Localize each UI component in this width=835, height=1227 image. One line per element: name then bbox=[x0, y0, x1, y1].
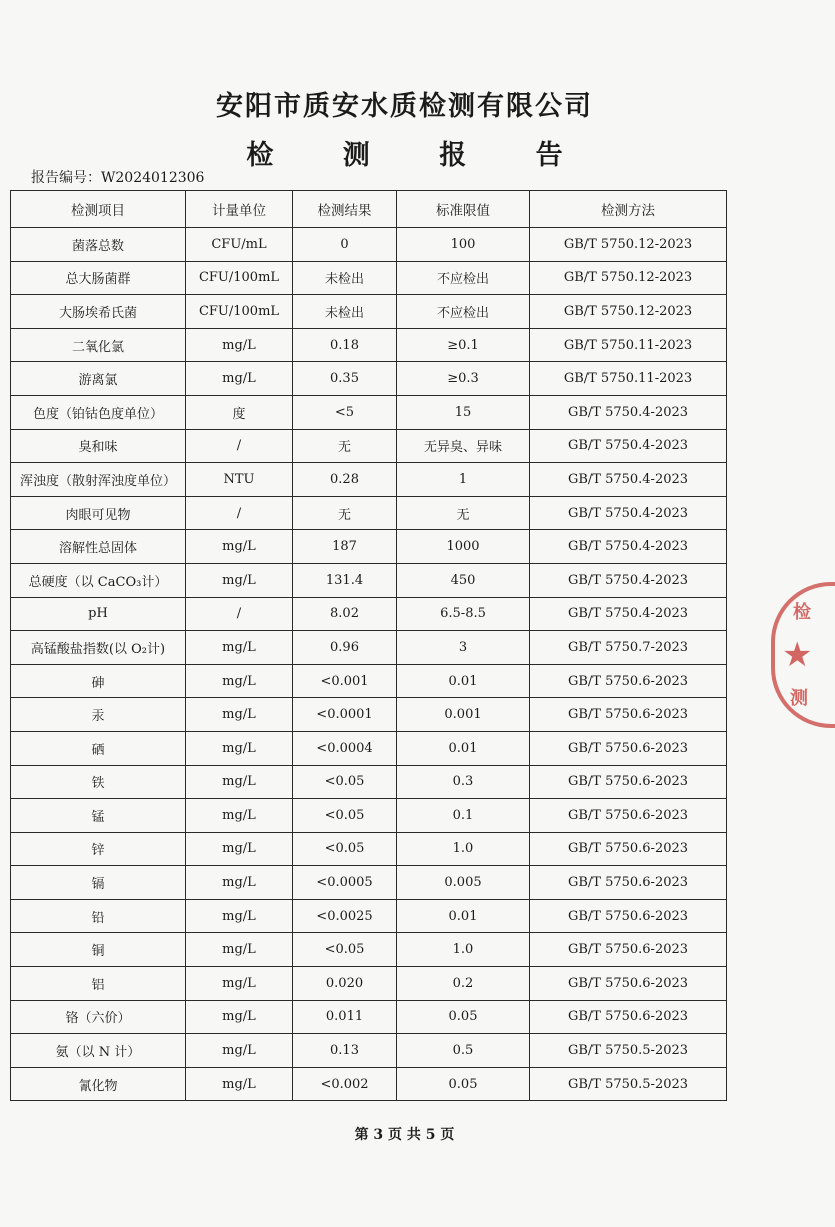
column-header-method: 检测方法 bbox=[530, 191, 727, 228]
cell-unit: mg/L bbox=[186, 765, 293, 799]
table-row bbox=[11, 731, 727, 765]
results-table bbox=[10, 190, 727, 1101]
cell-limit: 1 bbox=[397, 463, 530, 497]
cell-unit: mg/L bbox=[186, 1000, 293, 1034]
cell-result: 未检出 bbox=[293, 261, 397, 295]
cell-unit: mg/L bbox=[186, 328, 293, 362]
cell-unit: / bbox=[186, 496, 293, 530]
table-row bbox=[11, 832, 727, 866]
cell-item: 硒 bbox=[11, 731, 186, 765]
cell-method: GB/T 5750.6-2023 bbox=[530, 765, 727, 799]
table-row bbox=[11, 563, 727, 597]
cell-limit: 15 bbox=[397, 395, 530, 429]
cell-limit: 6.5-8.5 bbox=[397, 597, 530, 631]
cell-method: GB/T 5750.6-2023 bbox=[530, 933, 727, 967]
table-row bbox=[11, 765, 727, 799]
cell-result: <5 bbox=[293, 395, 397, 429]
cell-item: 镉 bbox=[11, 866, 186, 900]
cell-unit: mg/L bbox=[186, 362, 293, 396]
table-row bbox=[11, 967, 727, 1001]
cell-item: 浑浊度（散射浑浊度单位） bbox=[11, 463, 186, 497]
cell-method: GB/T 5750.12-2023 bbox=[530, 295, 727, 329]
cell-limit: 0.01 bbox=[397, 899, 530, 933]
cell-limit: 无异臭、异味 bbox=[397, 429, 530, 463]
cell-unit: / bbox=[186, 429, 293, 463]
cell-limit: 1000 bbox=[397, 530, 530, 564]
cell-result: <0.0004 bbox=[293, 731, 397, 765]
cell-method: GB/T 5750.4-2023 bbox=[530, 530, 727, 564]
cell-item: 总大肠菌群 bbox=[11, 261, 186, 295]
cell-item: 溶解性总固体 bbox=[11, 530, 186, 564]
cell-method: GB/T 5750.6-2023 bbox=[530, 866, 727, 900]
cell-result: 187 bbox=[293, 530, 397, 564]
cell-item: 锰 bbox=[11, 799, 186, 833]
cell-method: GB/T 5750.6-2023 bbox=[530, 899, 727, 933]
cell-unit: mg/L bbox=[186, 832, 293, 866]
cell-unit: mg/L bbox=[186, 631, 293, 665]
cell-limit: 0.3 bbox=[397, 765, 530, 799]
cell-method: GB/T 5750.12-2023 bbox=[530, 228, 727, 262]
table-row bbox=[11, 395, 727, 429]
table-row bbox=[11, 463, 727, 497]
cell-item: 大肠埃希氏菌 bbox=[11, 295, 186, 329]
cell-result: 无 bbox=[293, 429, 397, 463]
cell-item: 菌落总数 bbox=[11, 228, 186, 262]
cell-limit: 0.2 bbox=[397, 967, 530, 1001]
cell-result: 0 bbox=[293, 228, 397, 262]
cell-method: GB/T 5750.6-2023 bbox=[530, 664, 727, 698]
cell-limit: 1.0 bbox=[397, 832, 530, 866]
cell-result: <0.0005 bbox=[293, 866, 397, 900]
seal-text-bottom: 测 bbox=[790, 688, 808, 709]
cell-result: <0.05 bbox=[293, 799, 397, 833]
table-row bbox=[11, 429, 727, 463]
cell-item: 肉眼可见物 bbox=[11, 496, 186, 530]
cell-unit: mg/L bbox=[186, 799, 293, 833]
cell-limit: 无 bbox=[397, 496, 530, 530]
cell-result: 0.28 bbox=[293, 463, 397, 497]
cell-unit: mg/L bbox=[186, 530, 293, 564]
cell-method: GB/T 5750.4-2023 bbox=[530, 395, 727, 429]
cell-limit: ≥0.1 bbox=[397, 328, 530, 362]
cell-item: 氨（以 N 计） bbox=[11, 1034, 186, 1068]
cell-unit: mg/L bbox=[186, 967, 293, 1001]
cell-result: 0.35 bbox=[293, 362, 397, 396]
table-body bbox=[11, 228, 727, 1101]
cell-item: 氰化物 bbox=[11, 1067, 186, 1101]
cell-method: GB/T 5750.6-2023 bbox=[530, 731, 727, 765]
cell-method: GB/T 5750.12-2023 bbox=[530, 261, 727, 295]
cell-method: GB/T 5750.11-2023 bbox=[530, 328, 727, 362]
cell-method: GB/T 5750.7-2023 bbox=[530, 631, 727, 665]
cell-method: GB/T 5750.5-2023 bbox=[530, 1067, 727, 1101]
cell-item: 铅 bbox=[11, 899, 186, 933]
cell-method: GB/T 5750.6-2023 bbox=[530, 799, 727, 833]
cell-result: 8.02 bbox=[293, 597, 397, 631]
cell-limit: 0.01 bbox=[397, 731, 530, 765]
cell-limit: 0.001 bbox=[397, 698, 530, 732]
cell-unit: mg/L bbox=[186, 664, 293, 698]
cell-limit: 不应检出 bbox=[397, 261, 530, 295]
cell-unit: mg/L bbox=[186, 933, 293, 967]
cell-method: GB/T 5750.11-2023 bbox=[530, 362, 727, 396]
table-row bbox=[11, 698, 727, 732]
table-row bbox=[11, 496, 727, 530]
cell-method: GB/T 5750.4-2023 bbox=[530, 429, 727, 463]
cell-result: <0.002 bbox=[293, 1067, 397, 1101]
cell-result: <0.05 bbox=[293, 832, 397, 866]
cell-result: 0.18 bbox=[293, 328, 397, 362]
table-row bbox=[11, 1000, 727, 1034]
cell-result: 无 bbox=[293, 496, 397, 530]
table-row bbox=[11, 228, 727, 262]
cell-result: <0.001 bbox=[293, 664, 397, 698]
cell-item: 铁 bbox=[11, 765, 186, 799]
cell-result: <0.0001 bbox=[293, 698, 397, 732]
cell-item: 锌 bbox=[11, 832, 186, 866]
cell-item: 总硬度（以 CaCO₃计） bbox=[11, 563, 186, 597]
cell-unit: mg/L bbox=[186, 899, 293, 933]
column-header-limit: 标准限值 bbox=[397, 191, 530, 228]
column-header-item: 检测项目 bbox=[11, 191, 186, 228]
cell-method: GB/T 5750.4-2023 bbox=[530, 496, 727, 530]
cell-item: 铝 bbox=[11, 967, 186, 1001]
cell-item: 砷 bbox=[11, 664, 186, 698]
table-row bbox=[11, 295, 727, 329]
cell-item: pH bbox=[11, 597, 186, 631]
cell-result: <0.05 bbox=[293, 933, 397, 967]
cell-limit: 不应检出 bbox=[397, 295, 530, 329]
cell-unit: 度 bbox=[186, 395, 293, 429]
cell-method: GB/T 5750.6-2023 bbox=[530, 698, 727, 732]
report-title: 检 测 报 告 bbox=[246, 140, 593, 171]
cell-unit: CFU/100mL bbox=[186, 261, 293, 295]
cell-unit: mg/L bbox=[186, 731, 293, 765]
column-header-result: 检测结果 bbox=[293, 191, 397, 228]
cell-unit: mg/L bbox=[186, 698, 293, 732]
table-row bbox=[11, 631, 727, 665]
seal-star-icon: ★ bbox=[782, 635, 813, 675]
cell-unit: mg/L bbox=[186, 866, 293, 900]
cell-item: 铜 bbox=[11, 933, 186, 967]
table-row bbox=[11, 261, 727, 295]
table-row bbox=[11, 328, 727, 362]
cell-unit: / bbox=[186, 597, 293, 631]
cell-item: 汞 bbox=[11, 698, 186, 732]
cell-item: 高锰酸盐指数(以 O₂计) bbox=[11, 631, 186, 665]
table-row bbox=[11, 866, 727, 900]
cell-limit: 3 bbox=[397, 631, 530, 665]
cell-limit: 0.005 bbox=[397, 866, 530, 900]
cell-limit: 0.05 bbox=[397, 1067, 530, 1101]
cell-limit: 0.5 bbox=[397, 1034, 530, 1068]
cell-method: GB/T 5750.4-2023 bbox=[530, 463, 727, 497]
table-row bbox=[11, 899, 727, 933]
cell-item: 色度（铂钴色度单位） bbox=[11, 395, 186, 429]
table-row bbox=[11, 933, 727, 967]
cell-unit: mg/L bbox=[186, 1067, 293, 1101]
cell-limit: 0.05 bbox=[397, 1000, 530, 1034]
cell-method: GB/T 5750.6-2023 bbox=[530, 967, 727, 1001]
cell-item: 臭和味 bbox=[11, 429, 186, 463]
company-name: 安阳市质安水质检测有限公司 bbox=[216, 91, 593, 122]
cell-result: 131.4 bbox=[293, 563, 397, 597]
cell-result: <0.05 bbox=[293, 765, 397, 799]
cell-unit: NTU bbox=[186, 463, 293, 497]
table-header-row bbox=[11, 191, 727, 228]
cell-unit: mg/L bbox=[186, 1034, 293, 1068]
table-row bbox=[11, 799, 727, 833]
cell-limit: 1.0 bbox=[397, 933, 530, 967]
cell-item: 二氧化氯 bbox=[11, 328, 186, 362]
cell-method: GB/T 5750.4-2023 bbox=[530, 597, 727, 631]
cell-limit: 0.01 bbox=[397, 664, 530, 698]
cell-result: 未检出 bbox=[293, 295, 397, 329]
cell-unit: mg/L bbox=[186, 563, 293, 597]
page-footer: 第 3 页 共 5 页 bbox=[354, 1127, 455, 1143]
table-row bbox=[11, 597, 727, 631]
cell-method: GB/T 5750.4-2023 bbox=[530, 563, 727, 597]
cell-item: 铬（六价） bbox=[11, 1000, 186, 1034]
cell-result: 0.020 bbox=[293, 967, 397, 1001]
table-row bbox=[11, 362, 727, 396]
report-number: 报告编号：W2024012306 bbox=[31, 170, 205, 186]
column-header-unit: 计量单位 bbox=[186, 191, 293, 228]
cell-method: GB/T 5750.5-2023 bbox=[530, 1034, 727, 1068]
seal-text-top: 检 bbox=[793, 602, 811, 623]
cell-result: 0.011 bbox=[293, 1000, 397, 1034]
cell-method: GB/T 5750.6-2023 bbox=[530, 1000, 727, 1034]
table-row bbox=[11, 1067, 727, 1101]
table-row bbox=[11, 530, 727, 564]
cell-unit: CFU/100mL bbox=[186, 295, 293, 329]
table-row bbox=[11, 664, 727, 698]
cell-result: 0.96 bbox=[293, 631, 397, 665]
cell-unit: CFU/mL bbox=[186, 228, 293, 262]
cell-method: GB/T 5750.6-2023 bbox=[530, 832, 727, 866]
cell-result: <0.0025 bbox=[293, 899, 397, 933]
cell-result: 0.13 bbox=[293, 1034, 397, 1068]
cell-item: 游离氯 bbox=[11, 362, 186, 396]
cell-limit: ≥0.3 bbox=[397, 362, 530, 396]
cell-limit: 100 bbox=[397, 228, 530, 262]
cell-limit: 0.1 bbox=[397, 799, 530, 833]
table-row bbox=[11, 1034, 727, 1068]
cell-limit: 450 bbox=[397, 563, 530, 597]
